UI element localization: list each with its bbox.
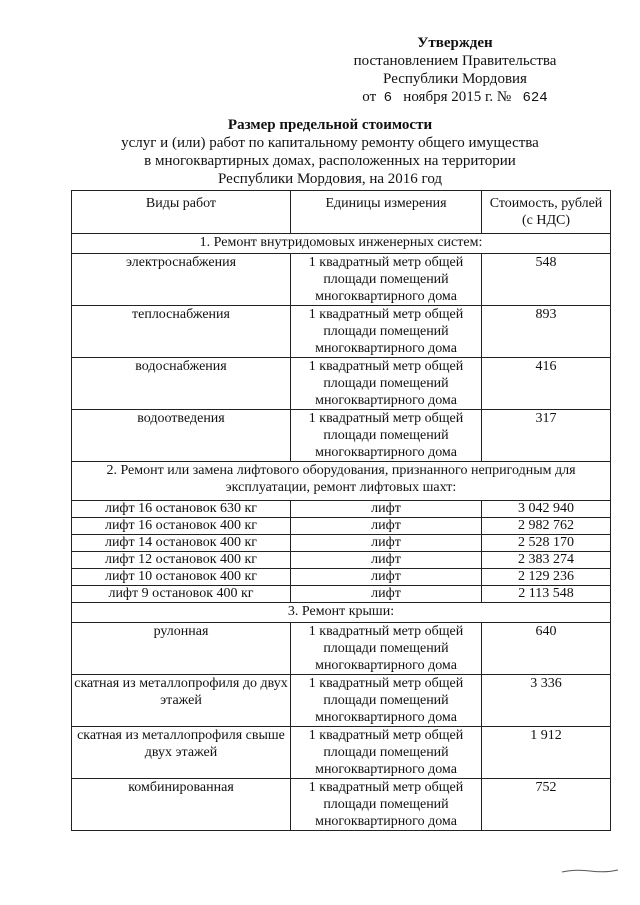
approval-title: Утвержден <box>417 35 493 51</box>
unit-cell: лифт <box>291 535 482 552</box>
approval-line-1: постановлением Правительства <box>353 53 557 69</box>
cost-cell: 2 129 236 <box>482 569 611 586</box>
unit-cell: лифт <box>291 586 482 603</box>
cost-cell: 2 113 548 <box>482 586 611 603</box>
cost-cell: 2 528 170 <box>482 535 611 552</box>
table-header-row <box>72 191 611 234</box>
approval-date-line <box>340 88 570 107</box>
work-cell: лифт 9 остановок 400 кг <box>72 586 291 603</box>
title-line-2: в многоквартирных домах, расположенных на территории <box>144 153 516 169</box>
table-row <box>72 727 611 779</box>
work-cell: водоснабжения <box>72 358 291 410</box>
title-line-1: услуг и (или) работ по капитальному ремонту общего имущества <box>121 135 539 151</box>
work-cell: скатная из металлопрофиля свыше двух этажей <box>72 727 291 779</box>
table-row <box>72 569 611 586</box>
table-row <box>72 306 611 358</box>
work-cell: комбинированная <box>72 779 291 831</box>
unit-cell: 1 квадратный метр общей площади помещений многоквартирного дома <box>291 306 482 358</box>
section-row <box>72 234 611 254</box>
cost-cell: 640 <box>482 623 611 675</box>
table-row <box>72 518 611 535</box>
cost-cell: 2 982 762 <box>482 518 611 535</box>
work-cell: лифт 10 остановок 400 кг <box>72 569 291 586</box>
unit-cell: 1 квадратный метр общей площади помещений многоквартирного дома <box>291 779 482 831</box>
section-3-title: 3. Ремонт крыши: <box>72 603 611 623</box>
header-unit: Единицы измерения <box>291 191 482 234</box>
unit-cell: лифт <box>291 518 482 535</box>
section-row <box>72 462 611 501</box>
cost-cell: 317 <box>482 410 611 462</box>
work-cell: лифт 12 остановок 400 кг <box>72 552 291 569</box>
table-row <box>72 410 611 462</box>
cost-cell: 416 <box>482 358 611 410</box>
unit-cell: 1 квадратный метр общей площади помещений многоквартирного дома <box>291 623 482 675</box>
date-month-year: ноября 2015 г. № <box>403 89 512 105</box>
work-cell: теплоснабжения <box>72 306 291 358</box>
table-row <box>72 254 611 306</box>
cost-cell: 1 912 <box>482 727 611 779</box>
cost-cell: 2 383 274 <box>482 552 611 569</box>
table-row <box>72 552 611 569</box>
unit-cell: лифт <box>291 569 482 586</box>
work-cell: лифт 14 остановок 400 кг <box>72 535 291 552</box>
header-work-type: Виды работ <box>72 191 291 234</box>
decree-number: 624 <box>522 90 548 106</box>
table-row <box>72 586 611 603</box>
work-cell: электроснабжения <box>72 254 291 306</box>
document-title <box>60 116 600 188</box>
header-cost: Стоимость, рублей (с НДС) <box>482 191 611 234</box>
cost-table <box>71 190 611 831</box>
cost-cell: 752 <box>482 779 611 831</box>
unit-cell: 1 квадратный метр общей площади помещений многоквартирного дома <box>291 358 482 410</box>
approval-block <box>340 34 570 107</box>
table-row <box>72 358 611 410</box>
cost-cell: 548 <box>482 254 611 306</box>
date-prefix: от <box>362 89 377 105</box>
cost-cell: 3 336 <box>482 675 611 727</box>
work-cell: водоотведения <box>72 410 291 462</box>
work-cell: рулонная <box>72 623 291 675</box>
date-day: 6 <box>383 90 393 106</box>
cost-cell: 3 042 940 <box>482 501 611 518</box>
unit-cell: 1 квадратный метр общей площади помещений многоквартирного дома <box>291 727 482 779</box>
title-heading: Размер предельной стоимости <box>227 117 433 133</box>
approval-line-2: Республики Мордовия <box>383 71 527 87</box>
unit-cell: лифт <box>291 552 482 569</box>
table-row <box>72 535 611 552</box>
unit-cell: 1 квадратный метр общей площади помещений многоквартирного дома <box>291 410 482 462</box>
cost-cell: 893 <box>482 306 611 358</box>
unit-cell: 1 квадратный метр общей площади помещений многоквартирного дома <box>291 675 482 727</box>
table-row <box>72 501 611 518</box>
table-row <box>72 779 611 831</box>
pen-mark <box>560 868 620 874</box>
title-line-3: Республики Мордовия, на 2016 год <box>217 171 443 187</box>
section-2-title: 2. Ремонт или замена лифтового оборудования, признанного непригодным для эксплуатации, ремонт лифтовых шахт: <box>72 462 611 501</box>
work-cell: лифт 16 остановок 400 кг <box>72 518 291 535</box>
section-1-title: 1. Ремонт внутридомовых инженерных систем: <box>72 234 611 254</box>
table-row <box>72 675 611 727</box>
work-cell: скатная из металлопрофиля до двух этажей <box>72 675 291 727</box>
section-row <box>72 603 611 623</box>
work-cell: лифт 16 остановок 630 кг <box>72 501 291 518</box>
table-row <box>72 623 611 675</box>
unit-cell: 1 квадратный метр общей площади помещений многоквартирного дома <box>291 254 482 306</box>
unit-cell: лифт <box>291 501 482 518</box>
